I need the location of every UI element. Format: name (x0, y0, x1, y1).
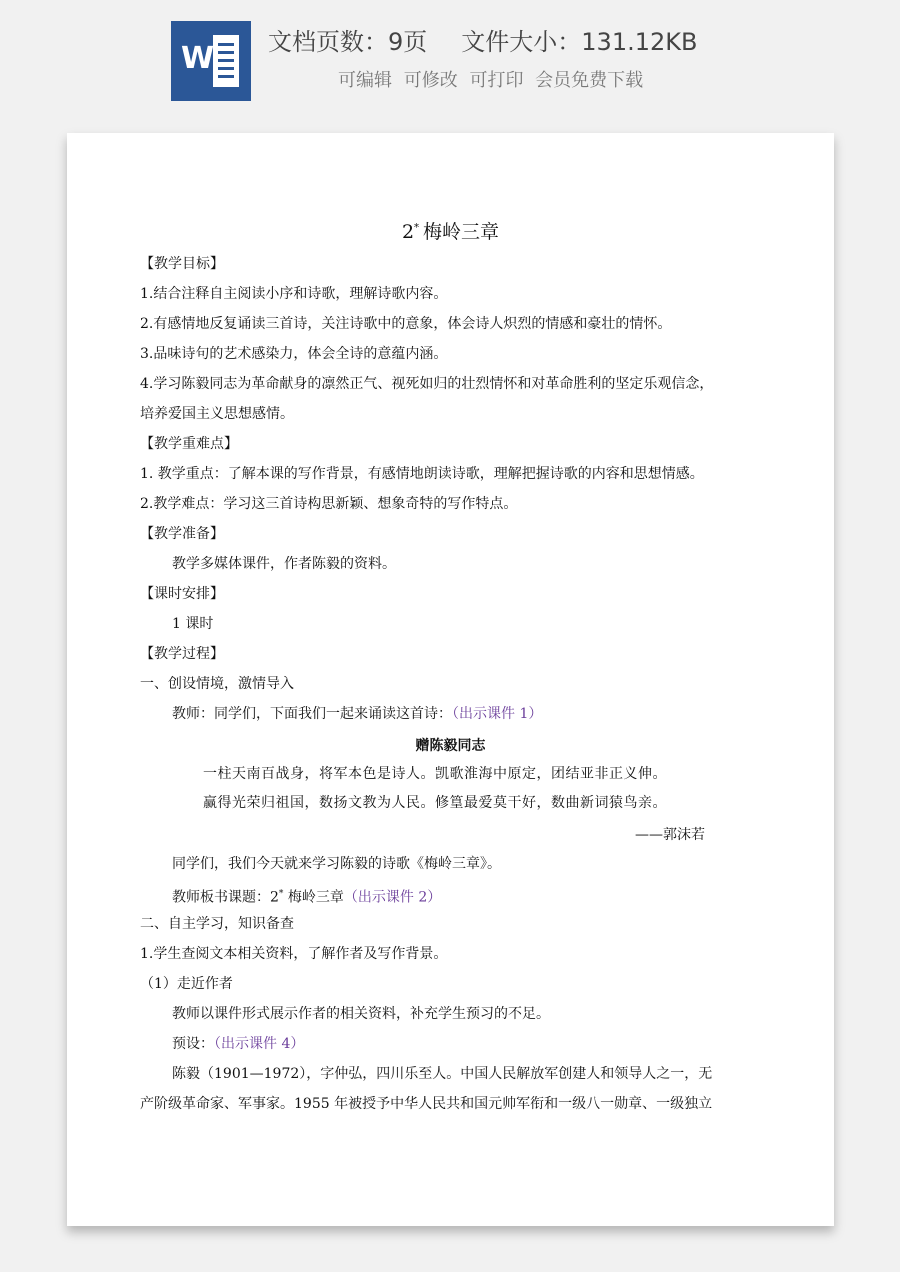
paragraph: 1.结合注释自主阅读小序和诗歌，理解诗歌内容。 (140, 286, 448, 302)
feature-list: 可编辑 可修改 可打印 会员免费下载 (338, 70, 644, 91)
paragraph: 产阶级革命家、军事家。1955 年被授予中华人民共和国元帅军衔和一级八一勋章、一级独立 (140, 1096, 713, 1112)
paragraph: 4.学习陈毅同志为革命献身的凛然正气、视死如归的壮烈情怀和对革命胜利的坚定乐观信念， (140, 376, 714, 392)
header-bar (0, 0, 900, 120)
section-heading: 【教学准备】 (140, 526, 224, 542)
paragraph: 同学们，我们今天就来学习陈毅的诗歌《梅岭三章》。 (172, 856, 501, 872)
slide-reference: （出示课件 2） (343, 889, 442, 906)
paragraph: 培养爱国主义思想感情。 (140, 406, 294, 422)
paragraph: 2.有感情地反复诵读三首诗，关注诗歌中的意象，体会诗人炽烈的情感和豪壮的情怀。 (140, 316, 672, 332)
subheading: 二、自主学习，知识备查 (140, 916, 294, 932)
subheading: 一、创设情境，激情导入 (140, 676, 294, 692)
file-size: 文件大小：131.12KB (461, 28, 698, 56)
document-title: 2* 梅岭三章 (401, 221, 500, 243)
section-heading: 【教学过程】 (140, 646, 224, 662)
paragraph: 2.教学难点：学习这三首诗构思新颖、想象奇特的写作特点。 (140, 496, 518, 512)
paragraph: （1）走近作者 (140, 976, 233, 992)
document-page (67, 133, 834, 1226)
section-heading: 【课时安排】 (140, 586, 224, 602)
section-heading: 【教学目标】 (140, 256, 224, 272)
paragraph: 陈毅（1901—1972），字仲弘，四川乐至人。中国人民解放军创建人和领导人之一，无 (172, 1066, 713, 1082)
page-count: 文档页数：9页 (268, 28, 428, 56)
slide-reference: （出示课件 4） (214, 1036, 305, 1052)
paragraph: 预设：（出示课件 4） (172, 1036, 305, 1052)
word-letter: W (181, 41, 215, 76)
paragraph: 教师以课件形式展示作者的相关资料，补充学生预习的不足。 (172, 1006, 550, 1022)
paragraph: 教学多媒体课件，作者陈毅的资料。 (172, 556, 396, 572)
paragraph: 教师：同学们，下面我们一起来诵读这首诗：（出示课件 1） (172, 706, 543, 722)
word-document-icon (171, 21, 251, 101)
poem-line: 一柱天南百战身，将军本色是诗人。凯歌淮海中原定，团结亚非正义伸。 (203, 766, 667, 782)
slide-reference: （出示课件 1） (452, 706, 543, 722)
paragraph: 1.学生查阅文本相关资料，了解作者及写作背景。 (140, 946, 448, 962)
section-heading: 【教学重难点】 (140, 436, 238, 452)
paragraph: 3.品味诗句的艺术感染力，体会全诗的意蕴内涵。 (140, 346, 448, 362)
paragraph: 1. 教学重点：了解本课的写作背景，有感情地朗读诗歌，理解把握诗歌的内容和思想情感。 (140, 466, 704, 482)
poem-line: 赢得光荣归祖国，数扬文教为人民。修篁最爱莫干好，数曲新词猿鸟亲。 (203, 795, 667, 811)
poem-title: 赠陈毅同志 (415, 738, 486, 754)
paragraph: 教师板书课题：2* 梅岭三章（出示课件 2） (172, 889, 442, 906)
poem-signature: ——郭沫若 (635, 827, 705, 843)
paragraph: 1 课时 (172, 616, 214, 632)
file-info (268, 22, 697, 57)
